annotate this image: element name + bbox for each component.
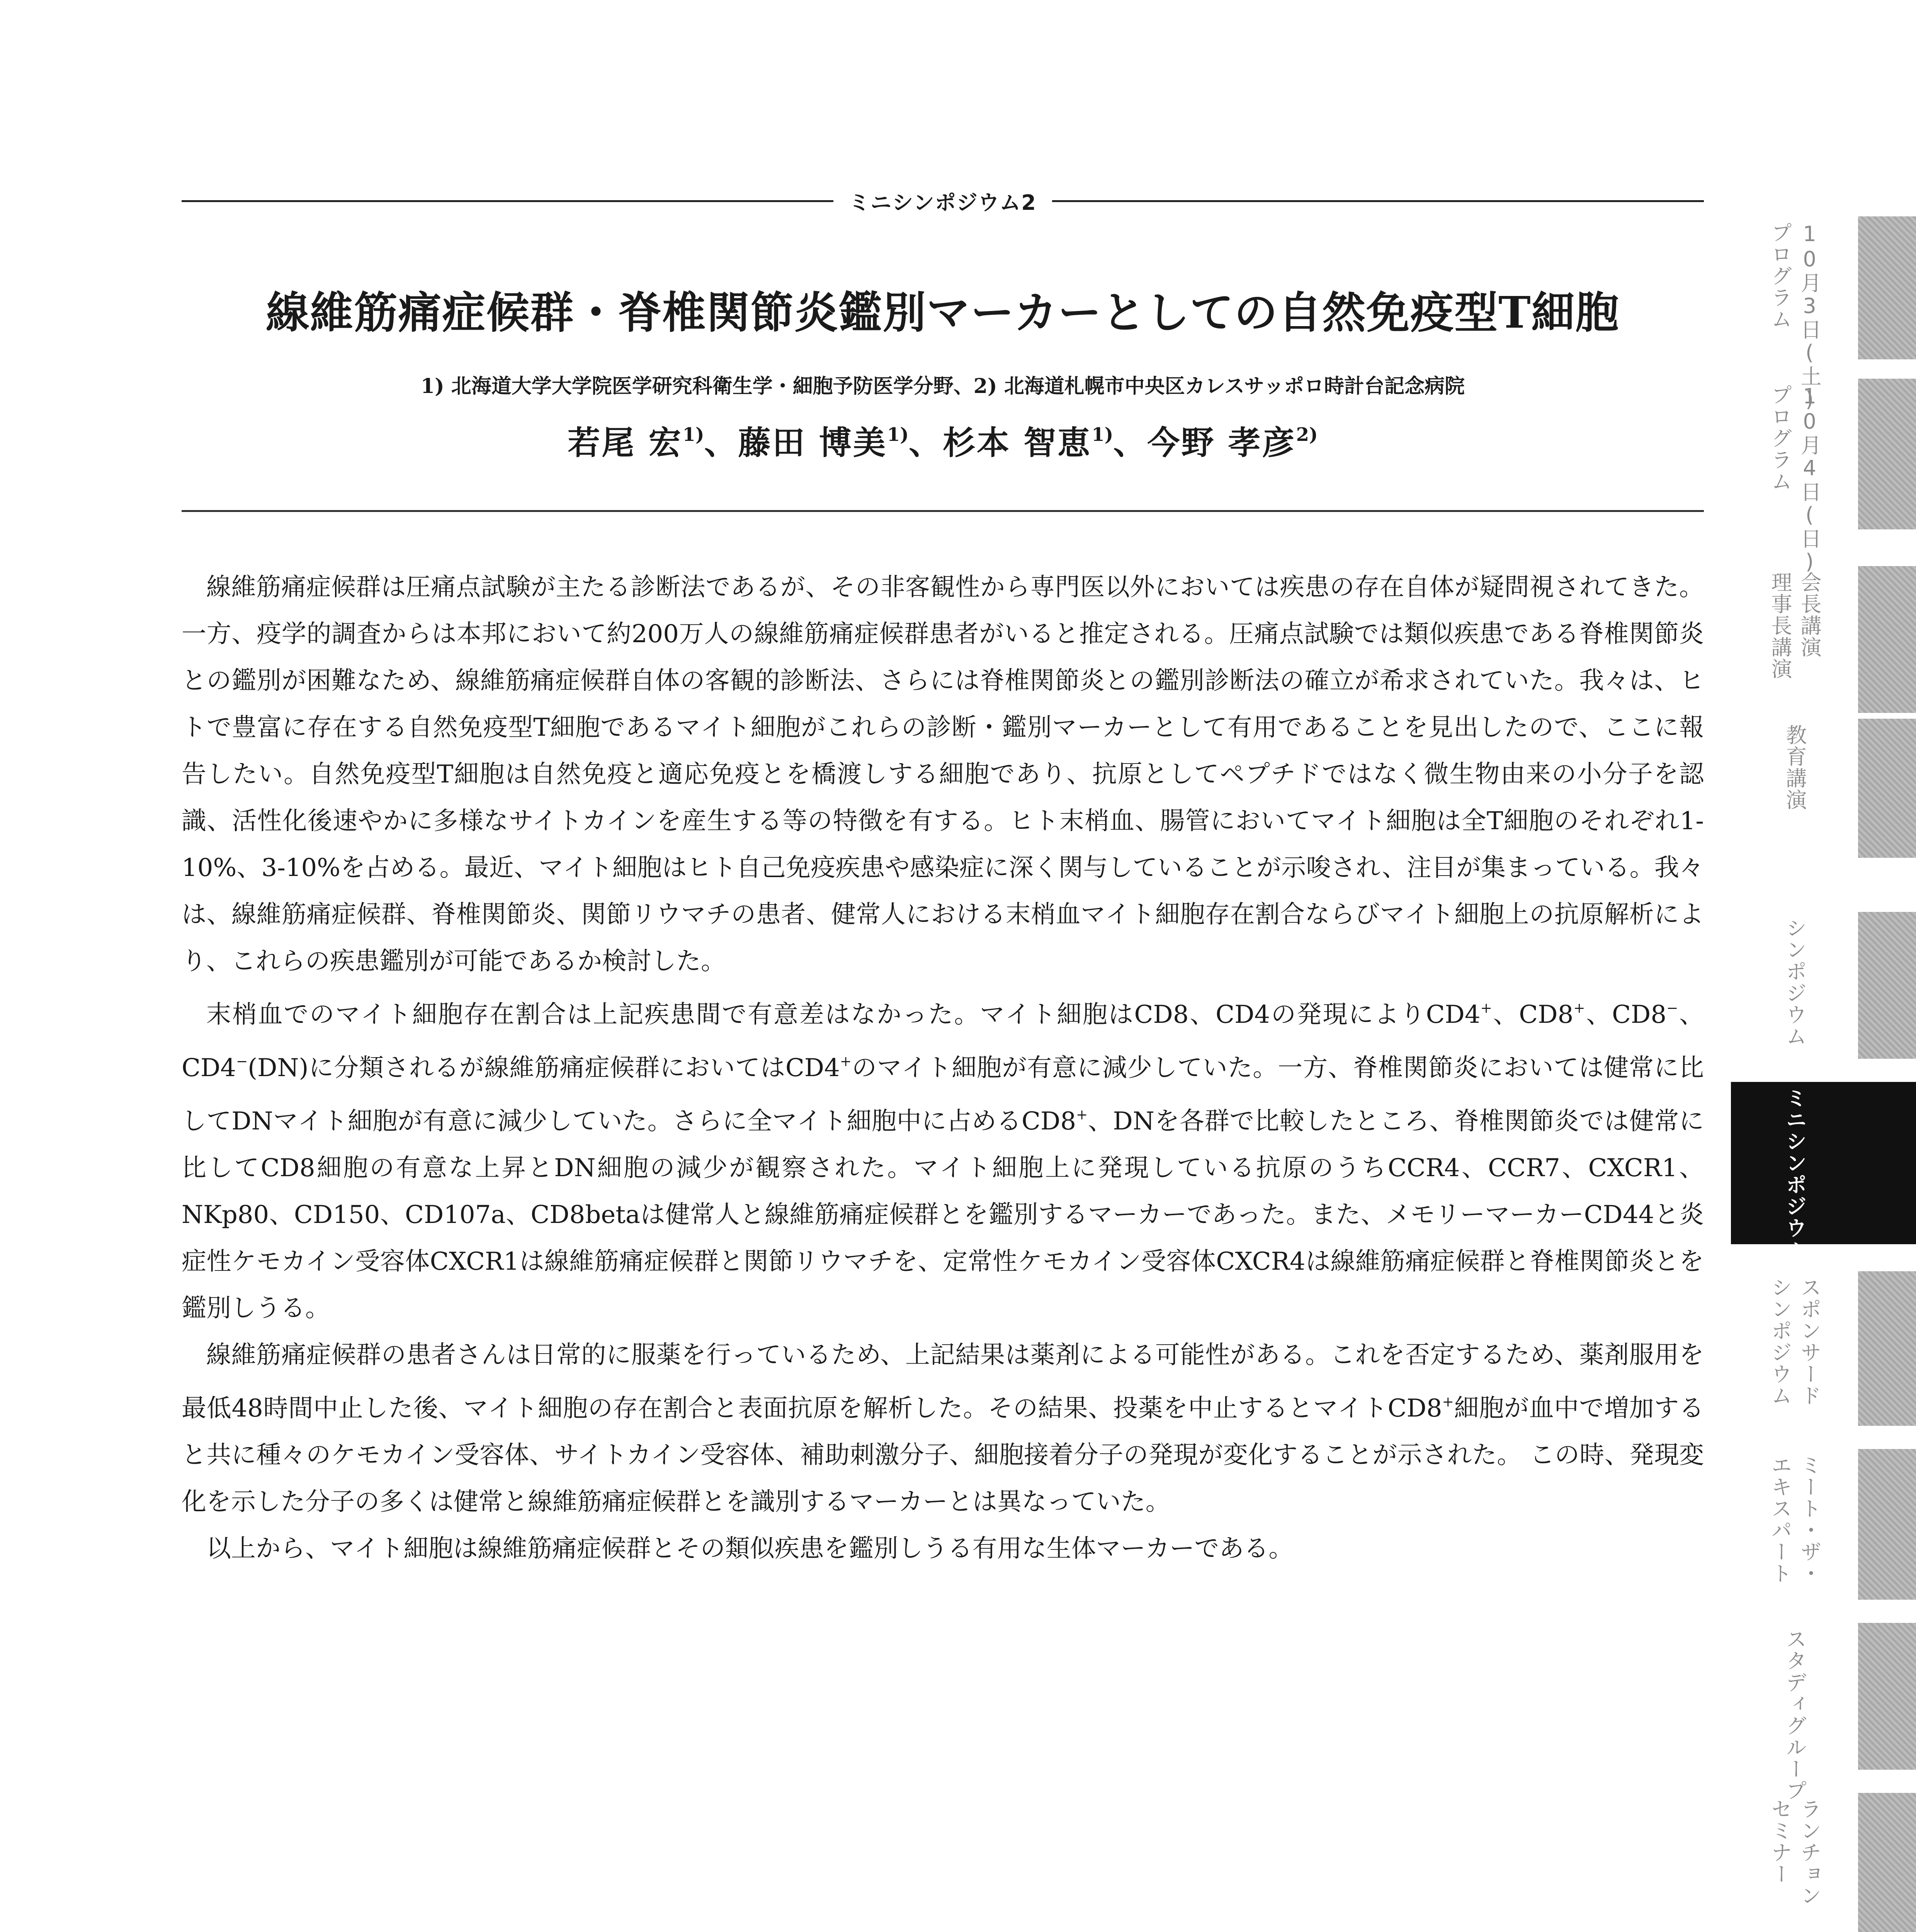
author-sep: 、 bbox=[1113, 423, 1148, 462]
side-tab-text: シンポジウム bbox=[1783, 917, 1807, 1047]
paragraph-4: 以上から、マイト細胞は線維筋痛症候群とその類似疾患を鑑別しうる有用な生体マーカーである。 bbox=[206, 1534, 1294, 1563]
affiliation: 1) 北海道大学大学院医学研究科衛生学・細胞予防医学分野、2) 北海道札幌市中央区カレスサッポロ時計台記念病院 bbox=[420, 374, 1465, 398]
paragraph-2: 末梢血でのマイト細胞存在割合は上記疾患間で有意差はなかった。マイト細胞はCD8、CD4の発現によりCD4+、CD8+、CD8−、CD4−(DN)に分類されるが線維筋痛症候群においてはCD4+のマイト細胞が有意に減少していた。一方、脊椎関節炎においては健常に比してDNマイト細胞が有意に減少していた。さらに全マイト細胞中に占めるCD8+、DNを各群で比較したところ、脊椎関節炎では健常に比してCD8細胞の有意な上昇とDN細胞の減少が観察された。マイト細胞上に発現している抗原のうちCCR4、CCR7、CXCR1、NKp80、CD150、CD107a、CD8betaは健常人と線維筋痛症候群とを鑑別するマーカーであった。また、メモリーマーカーCD44と炎症性ケモカイン受容体CXCR1は線維筋痛症候群と関節リウマチを、定常性ケモカイン受容体CXCR4は線維筋痛症候群と脊椎関節炎とを鑑別しうる。 bbox=[182, 1000, 1704, 1323]
section-label: ミニシンポジウム2 bbox=[849, 190, 1037, 215]
header-rule-left bbox=[182, 200, 833, 202]
top-divider bbox=[182, 510, 1704, 512]
side-tab-marker bbox=[1858, 1623, 1916, 1770]
side-tab-7[interactable] bbox=[1731, 1271, 1916, 1426]
paragraph-3: 線維筋痛症候群の患者さんは日常的に服薬を行っているため、上記結果は薬剤による可能性がある。これを否定するため、薬剤服用を最低48時間中止した後、マイト細胞の存在割合と表面抗原を解析した。その結果、投薬を中止するとマイトCD8+細胞が血中で増加すると共に種々のケモカイン受容体、サイトカイン受容体、補助刺激分子、細胞接着分子の発現が変化することが示された。 この時、発現変化を示した分子の多くは健常と線維筋痛症候群とを識別するマーカーとは異なっていた。 bbox=[182, 1341, 1704, 1516]
author-sep: 、 bbox=[908, 423, 943, 462]
authors bbox=[182, 412, 1704, 466]
side-tab-label bbox=[1731, 1449, 1858, 1584]
side-tab-text: ランチョン bbox=[1797, 1798, 1822, 1906]
side-tab-text: セミナー bbox=[1768, 1798, 1792, 1885]
side-tab-text: プログラム bbox=[1768, 384, 1792, 492]
side-tab-text: エキスパート bbox=[1768, 1454, 1792, 1584]
side-tab-label bbox=[1731, 1082, 1858, 1260]
side-tab-label bbox=[1731, 566, 1858, 680]
author-name: 若尾 宏 bbox=[568, 423, 683, 462]
side-tab-marker bbox=[1858, 1082, 1916, 1244]
side-tab-label bbox=[1731, 1793, 1858, 1906]
side-tab-label bbox=[1731, 719, 1858, 811]
side-tab-text: ミート・ザ・ bbox=[1797, 1454, 1822, 1584]
side-tab-text: 理事長講演 bbox=[1768, 571, 1792, 680]
article-title: 線維筋痛症候群・脊椎関節炎鑑別マーカーとしての自然免疫型T細胞 bbox=[266, 287, 1620, 338]
side-tab-nav bbox=[1731, 216, 1916, 1932]
author-name: 杉本 智恵 bbox=[943, 423, 1092, 462]
side-tab-1[interactable] bbox=[1731, 216, 1916, 412]
paragraph-1: 線維筋痛症候群は圧痛点試験が主たる診断法であるが、その非客観性から専門医以外においては疾患の存在自体が疑問視されてきた。一方、疫学的調査からは本邦において約200万人の線維筋痛症候群患者がいると推定される。圧痛点試験では類似疾患である脊椎関節炎との鑑別が困難なため、線維筋痛症候群自体の客観的診断法、さらには脊椎関節炎との鑑別診断法の確立が希求されていた。我々は、ヒトで豊富に存在する自然免疫型T細胞であるマイト細胞がこれらの診断・鑑別マーカーとして有用であることを見出したので、ここに報告したい。自然免疫型T細胞は自然免疫と適応免疫とを橋渡しする細胞であり、抗原としてペプチドではなく微生物由来の小分子を認識、活性化後速やかに多様なサイトカインを産生する等の特徴を有する。ヒト末梢血、腸管においてマイト細胞は全T細胞のそれぞれ1-10%、3-10%を占める。最近、マイト細胞はヒト自己免疫疾患や感染症に深く関与していることが示唆され、注目が集まっている。我々は、線維筋痛症候群、脊椎関節炎、関節リウマチの患者、健常人における末梢血マイト細胞存在割合ならびマイト細胞上の抗原解析により、これらの疾患鑑別が可能であるか検討した。 bbox=[182, 573, 1704, 976]
author-affil: 1) bbox=[1091, 424, 1114, 446]
abstract-body bbox=[182, 564, 1704, 1572]
side-tab-marker bbox=[1858, 216, 1916, 359]
side-tab-text: 会長講演 bbox=[1797, 571, 1822, 658]
side-tab-9[interactable] bbox=[1731, 1623, 1916, 1801]
author-name: 今野 孝彦 bbox=[1147, 423, 1296, 462]
side-tab-marker bbox=[1858, 912, 1916, 1059]
side-tab-label bbox=[1731, 379, 1858, 575]
side-tab-text: スポンサード bbox=[1797, 1277, 1822, 1406]
side-tab-text: 教育講演 bbox=[1783, 724, 1807, 811]
side-tab-marker bbox=[1858, 566, 1916, 713]
author-name: 藤田 博美 bbox=[738, 423, 887, 462]
side-tab-text: シンポジウム bbox=[1768, 1277, 1792, 1406]
side-tab-marker bbox=[1858, 1793, 1916, 1932]
side-tab-text: 10月3日(土) bbox=[1797, 222, 1822, 412]
side-tab-6[interactable] bbox=[1731, 1082, 1916, 1260]
header-rule-right bbox=[1052, 200, 1704, 202]
section-header bbox=[182, 185, 1704, 216]
side-tab-3[interactable] bbox=[1731, 566, 1916, 713]
side-tab-text: 10月4日(日) bbox=[1797, 384, 1822, 575]
side-tab-label bbox=[1731, 1623, 1858, 1801]
side-tab-marker bbox=[1858, 379, 1916, 529]
side-tab-text: プログラム bbox=[1768, 222, 1792, 330]
side-tab-4[interactable] bbox=[1731, 719, 1916, 858]
side-tab-text: スタディグループ bbox=[1783, 1628, 1807, 1801]
author-affil: 1) bbox=[887, 424, 909, 446]
side-tab-10[interactable] bbox=[1731, 1793, 1916, 1932]
author-affil: 1) bbox=[682, 424, 704, 446]
side-tab-8[interactable] bbox=[1731, 1449, 1916, 1600]
author-sep: 、 bbox=[704, 423, 738, 462]
side-tab-marker bbox=[1858, 1271, 1916, 1426]
side-tab-marker bbox=[1858, 1449, 1916, 1600]
side-tab-text: ミニシンポジウム bbox=[1783, 1087, 1807, 1260]
author-affil: 2) bbox=[1296, 424, 1318, 446]
side-tab-5[interactable] bbox=[1731, 912, 1916, 1059]
side-tab-label bbox=[1731, 912, 1858, 1047]
side-tab-marker bbox=[1858, 719, 1916, 858]
side-tab-label bbox=[1731, 1271, 1858, 1406]
side-tab-2[interactable] bbox=[1731, 379, 1916, 575]
